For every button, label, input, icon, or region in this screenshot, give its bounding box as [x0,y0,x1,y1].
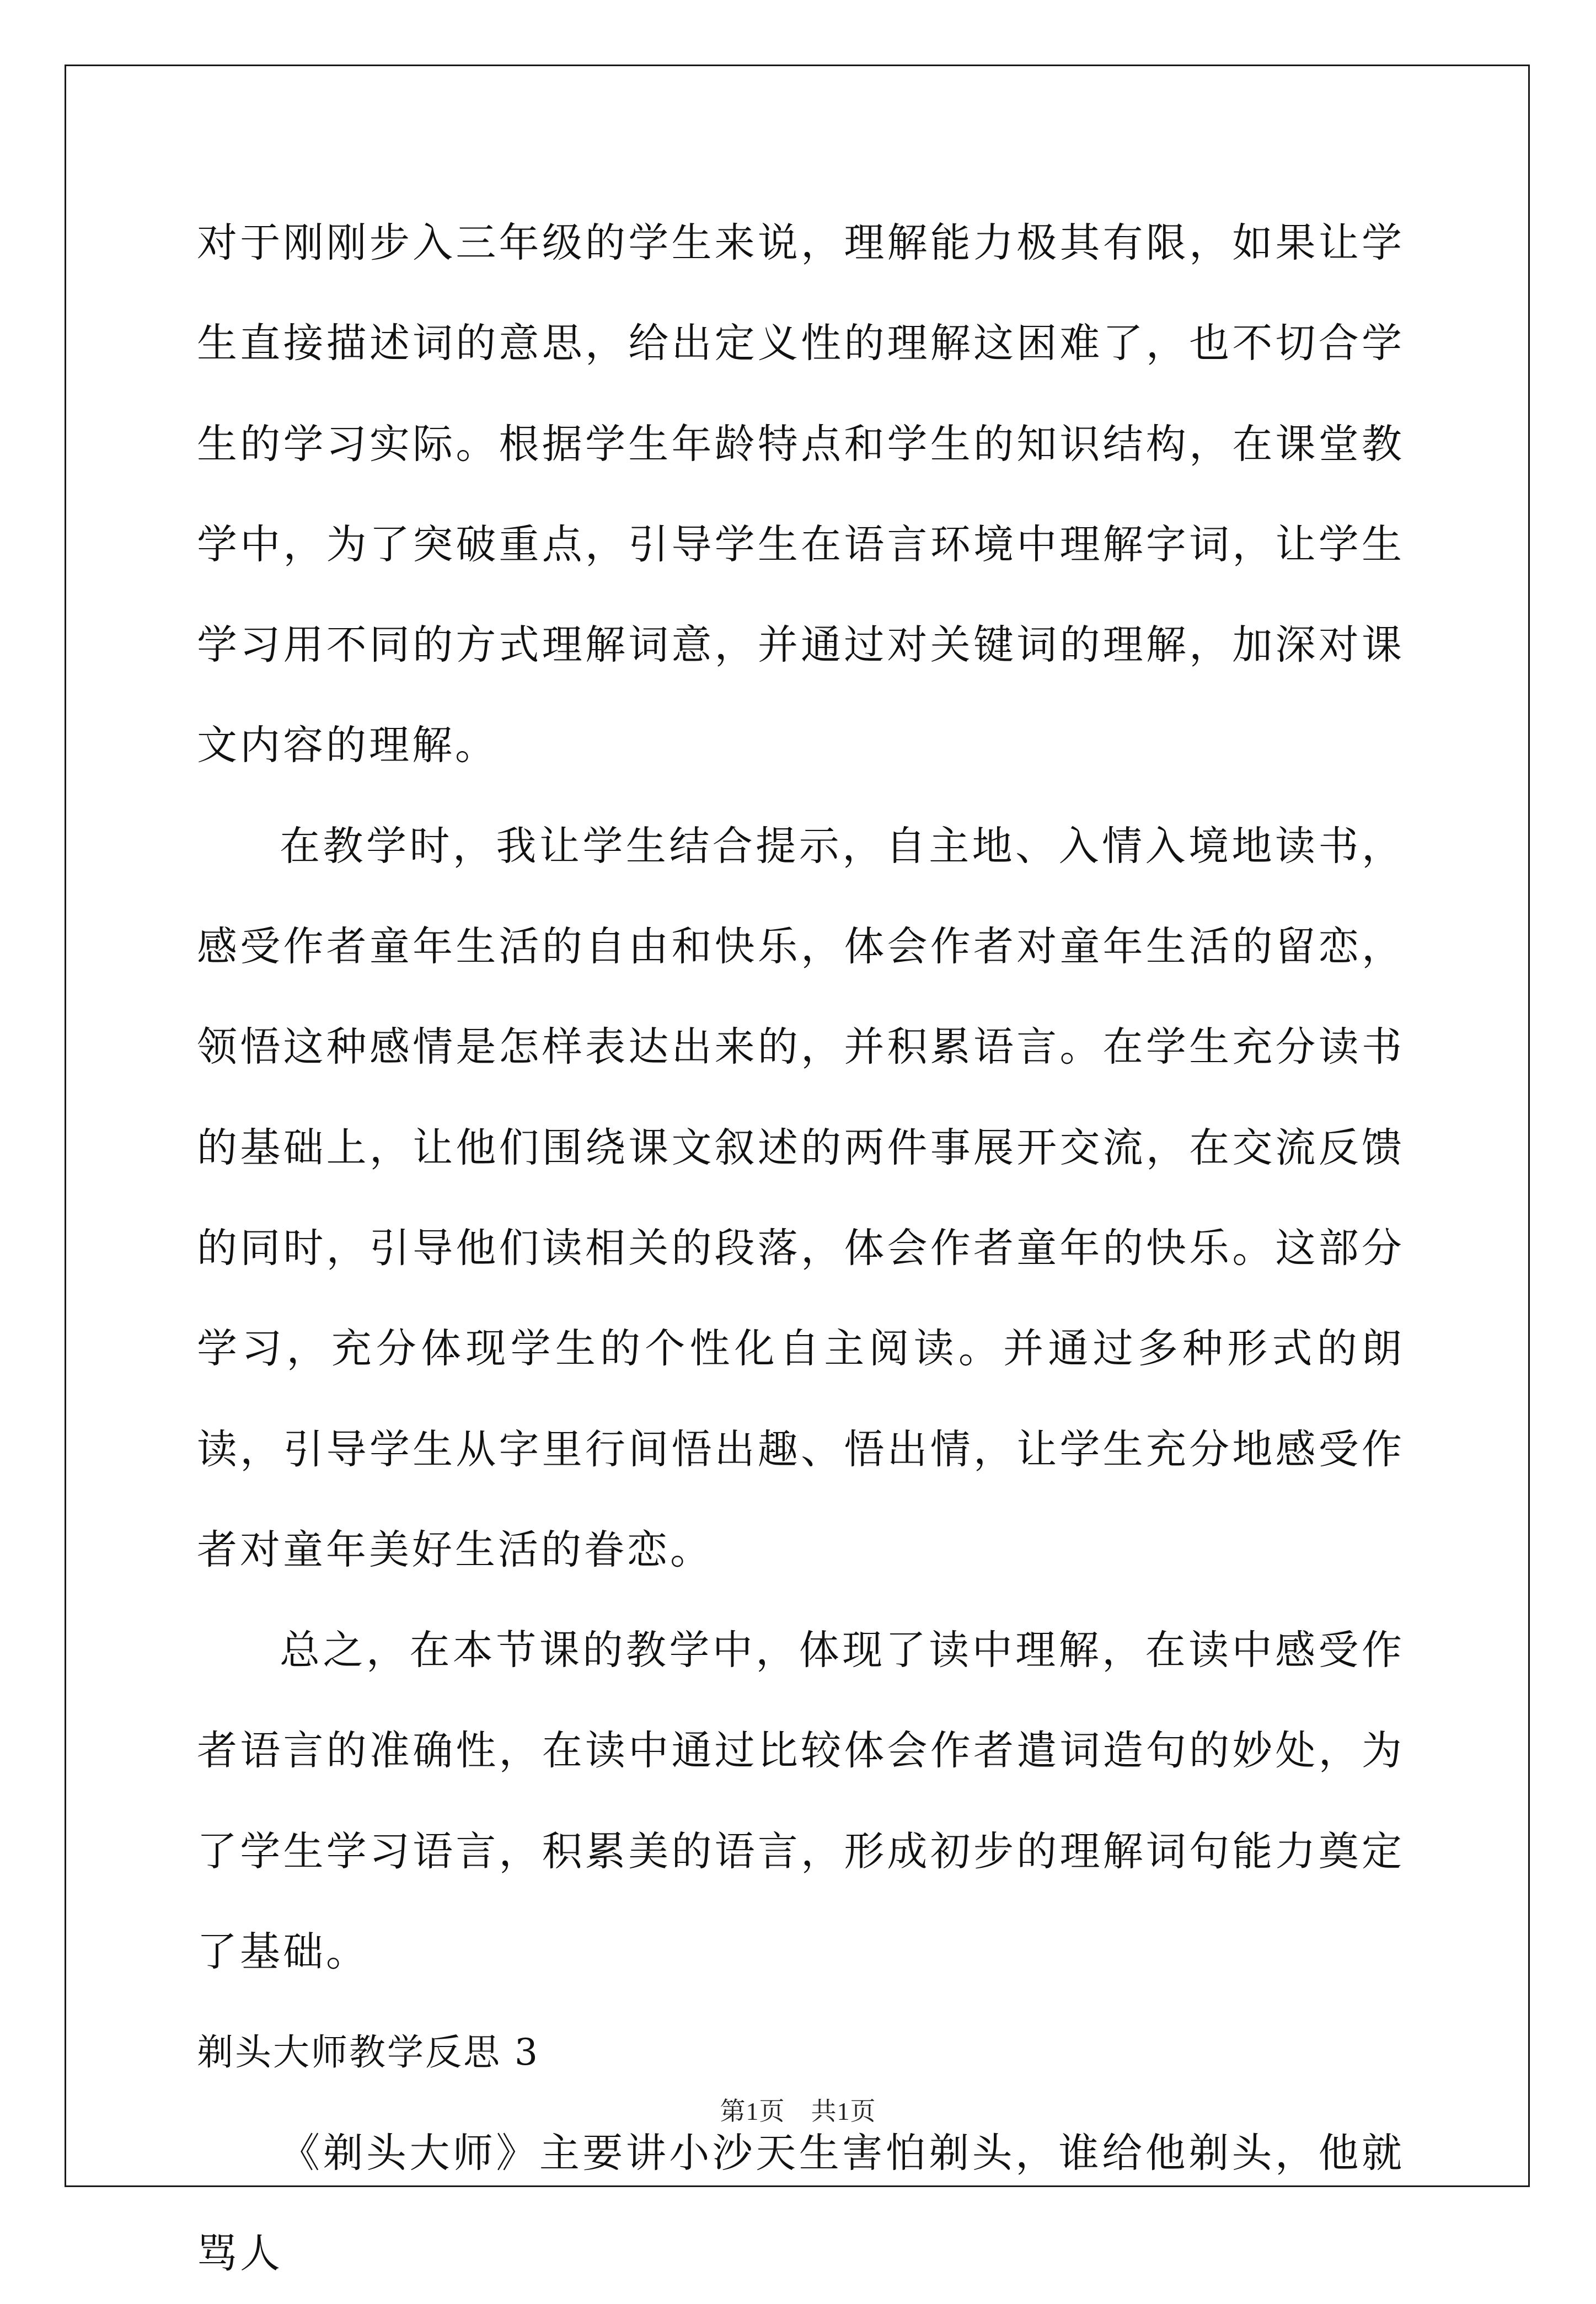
section-paragraph: 《剃头大师》主要讲小沙天生害怕剃头，谁给他剃头，他就骂人 [197,2129,1405,2277]
paragraph-3: 总之，在本节课的教学中，体现了读中理解，在读中感受作者语言的准确性，在读中通过比较体会作者遣词造句的妙处，为了学生学习语言，积累美的语言，形成初步的理解词句能力奠定了基础。 [197,1627,1405,1976]
section-heading: 剃头大师教学反思 3 [197,2031,539,2074]
paragraph-1: 对于刚刚步入三年级的学生来说，理解能力极其有限，如果让学生直接描述词的意思，给出定义性的理解这困难了，也不切合学生的学习实际。根据学生年龄特点和学生的知识结构，在课堂教学中，为了突破重点，引导学生在语言环境中理解字词，让学生学习用不同的方式理解词意，并通过对关键词的理解，加深对课文内容的理解。 [197,219,1405,769]
paragraph-2: 在教学时，我让学生结合提示，自主地、入情入境地读书，感受作者童年生活的自由和快乐，体会作者对童年生活的留恋，领悟这种感情是怎样表达出来的，并积累语言。在学生充分读书的基础上，让他们围绕课文叙述的两件事展开交流，在交流反馈的同时，引导他们读相关的段落，体会作者童年的快乐。这部分学习，充分体现学生的个性化自主阅读。并通过多种形式的朗读，引导学生从字里行间悟出趣、悟出情，让学生充分地感受作者对童年美好生活的眷恋。 [197,822,1405,1573]
page-footer: 第1页 共1页 [720,2097,876,2125]
document-body [197,193,1405,2304]
